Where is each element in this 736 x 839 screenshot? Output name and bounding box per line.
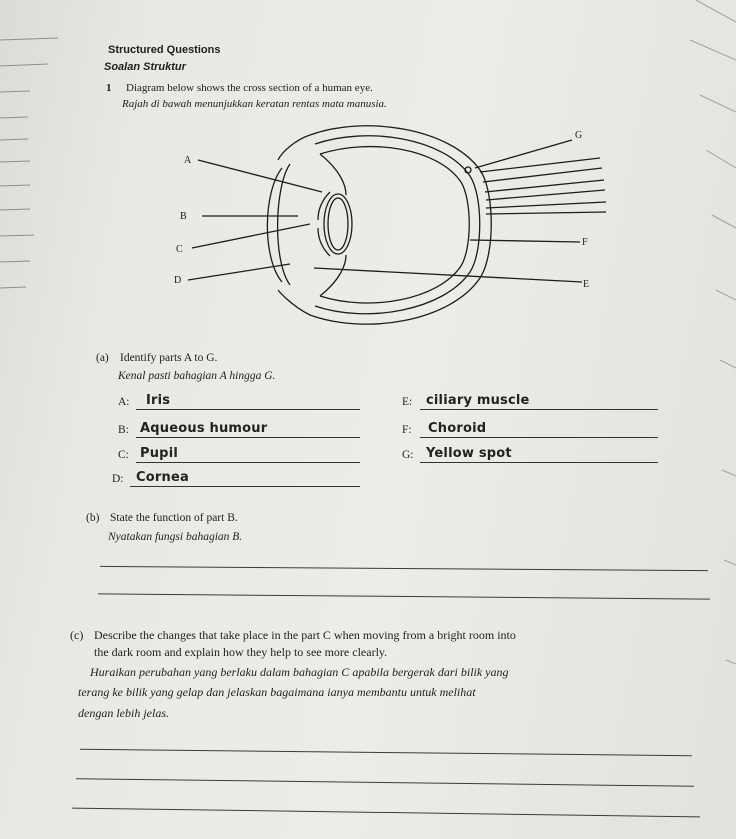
part-c-letter: (c) (70, 628, 84, 642)
part-b-answer-line-2[interactable] (98, 593, 710, 599)
answer-label-g: G: (402, 449, 414, 461)
answer-label-c: C: (118, 449, 129, 461)
part-c-answer-line-1[interactable] (80, 749, 692, 756)
answer-label-a: A: (118, 396, 130, 408)
answer-f: Choroid (428, 421, 487, 436)
diagram-label-f: F (582, 237, 588, 248)
part-c-answer-line-3[interactable] (72, 808, 700, 818)
part-a-letter: (a) (96, 352, 109, 364)
answer-line-g[interactable] (420, 462, 658, 463)
part-b-text-en: State the function of part B. (110, 512, 238, 524)
answer-c: Pupil (140, 446, 179, 461)
answer-line-d[interactable] (130, 486, 360, 487)
part-c-answer-line-2[interactable] (76, 778, 694, 787)
part-c-text-ms-3: dengan lebih jelas. (78, 706, 169, 720)
answer-line-a[interactable] (136, 409, 360, 410)
answer-b: Aqueous humour (140, 421, 268, 436)
part-a-text-ms: Kenal pasti bahagian A hingga G. (118, 370, 276, 382)
answer-line-f[interactable] (420, 437, 658, 438)
part-c-text-en-2: the dark room and explain how they help to see more clearly. (94, 645, 388, 659)
question-intro-ms: Rajah di bawah menunjukkan keratan rentas mata manusia. (122, 98, 387, 110)
diagram-label-d: D (174, 275, 182, 286)
section-title: Structured Questions (108, 44, 221, 56)
answer-label-b: B: (118, 424, 129, 436)
part-b-letter: (b) (86, 512, 100, 524)
section-subtitle: Soalan Struktur (104, 61, 186, 73)
diagram-label-a: A (184, 155, 192, 166)
part-a-text-en: Identify parts A to G. (120, 352, 218, 364)
part-c-text-en-1: Describe the changes that take place in the part C when moving from a bright room into (94, 628, 516, 642)
part-b-text-ms: Nyatakan fungsi bahagian B. (108, 531, 243, 543)
diagram-label-g: G (575, 130, 583, 141)
eye-cross-section-diagram (150, 110, 620, 340)
answer-d: Cornea (136, 470, 189, 485)
diagram-label-b: B (180, 211, 187, 222)
right-page-edge (676, 0, 736, 839)
question-number: 1 (106, 82, 112, 94)
answer-g: Yellow spot (426, 446, 512, 461)
answer-a: Iris (146, 393, 171, 408)
diagram-label-e: E (583, 279, 590, 290)
answer-e: ciliary muscle (426, 393, 530, 408)
part-c-text-ms-1: Huraikan perubahan yang berlaku dalam bahagian C apabila bergerak dari bilik yang (90, 665, 509, 679)
part-c-text-ms-2: terang ke bilik yang gelap dan jelaskan bagaimana ianya membantu untuk melihat (78, 685, 476, 699)
part-b-answer-line-1[interactable] (100, 566, 708, 571)
left-margin-lines (0, 0, 60, 839)
answer-label-d: D: (112, 473, 124, 485)
answer-line-b[interactable] (136, 437, 360, 438)
answer-label-e: E: (402, 396, 413, 408)
answer-line-c[interactable] (136, 462, 360, 463)
answer-label-f: F: (402, 424, 412, 436)
diagram-label-c: C (176, 244, 183, 255)
question-intro-en: Diagram below shows the cross section of a human eye. (126, 82, 373, 94)
answer-line-e[interactable] (420, 409, 658, 410)
